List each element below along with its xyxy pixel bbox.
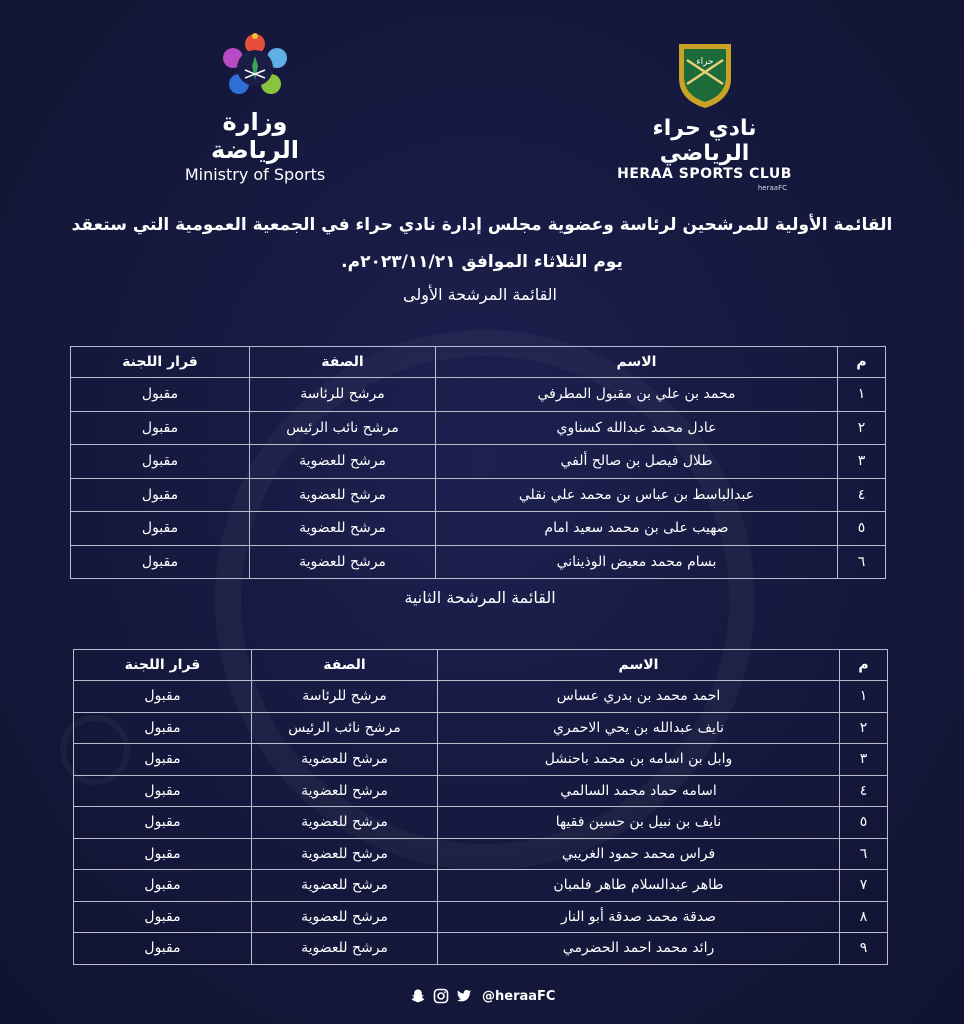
social-handle[interactable]: @heraaFC [482,988,556,1004]
cell-role: مرشح للعضوية [252,933,438,965]
cell-role: مرشح للعضوية [252,870,438,902]
cell-role: مرشح للعضوية [252,901,438,933]
cell-role: مرشح للعضوية [252,807,438,839]
cell-number: ٣ [840,744,888,776]
header-role: الصفة [250,347,436,378]
table-header-row [74,650,888,681]
header-name: الاسم [438,650,840,681]
ministry-name-arabic: وزارة الرياضة [211,108,299,164]
cell-name: بسام محمد معيض الوذيناني [436,545,838,579]
cell-role: مرشح للرئاسة [252,681,438,713]
cell-decision: مقبول [74,807,252,839]
cell-number: ٤ [838,478,886,512]
cell-role: مرشح للعضوية [250,478,436,512]
cell-name: فراس محمد حمود الغريبي [438,838,840,870]
cell-name: رائد محمد احمد الحضرمي [438,933,840,965]
cell-name: طاهر عبدالسلام طاهر فلمبان [438,870,840,902]
announcement-heading-line-1: القائمة الأولية للمرشحين لرئاسة وعضوية مجلس إدارة نادي حراء في الجمعية العمومية التي ستعقد [71,215,893,235]
club-handle: heraaFC [757,184,787,192]
cell-role: مرشح للعضوية [250,445,436,479]
club-name-arabic: نادي حراء الرياضي [652,116,757,166]
cell-decision: مقبول [74,712,252,744]
ministry-of-sports-logo [180,30,330,184]
table-header-row [71,347,886,378]
list-1-title: القائمة المرشحة الأولى [403,285,557,304]
cell-role: مرشح للعضوية [250,545,436,579]
table-row [74,744,888,776]
announcement-heading-line-2: يوم الثلاثاء الموافق ٢٠٢٣/١١/٢١م. [341,252,623,272]
cell-role: مرشح للعضوية [252,744,438,776]
cell-name: احمد محمد بن بدري عساس [438,681,840,713]
cell-name: عادل محمد عبدالله كسناوي [436,411,838,445]
table-row [71,512,886,546]
cell-number: ٨ [840,901,888,933]
header-number: م [840,650,888,681]
cell-role: مرشح نائب الرئيس [250,411,436,445]
table-row [74,712,888,744]
cell-number: ٤ [840,775,888,807]
cell-name: صهيب على بن محمد سعيد امام [436,512,838,546]
cell-name: محمد بن علي بن مقبول المطرفي [436,378,838,412]
cell-decision: مقبول [74,681,252,713]
header-number: م [838,347,886,378]
cell-decision: مقبول [74,901,252,933]
cell-decision: مقبول [74,870,252,902]
cell-role: مرشح للعضوية [252,838,438,870]
table-row [74,807,888,839]
cell-name: طلال فيصل بن صالح ألفي [436,445,838,479]
candidates-table-1 [70,346,886,579]
cell-name: عبدالباسط بن عباس بن محمد علي نقلي [436,478,838,512]
twitter-icon[interactable] [456,988,472,1004]
table-row [74,681,888,713]
table-row [74,933,888,965]
cell-number: ٩ [840,933,888,965]
header-name: الاسم [436,347,838,378]
cell-number: ١ [838,378,886,412]
header-decision: قرار اللجنة [74,650,252,681]
cell-name: وابل بن اسامه بن محمد باحنشل [438,744,840,776]
table-row [74,901,888,933]
table-row [71,445,886,479]
cell-number: ٢ [840,712,888,744]
cell-name: نايف عبدالله بن يحي الاحمري [438,712,840,744]
cell-number: ٥ [840,807,888,839]
cell-decision: مقبول [71,445,250,479]
list-2-title: القائمة المرشحة الثانية [404,588,556,607]
social-footer [410,986,555,1006]
cell-decision: مقبول [74,838,252,870]
cell-number: ٣ [838,445,886,479]
candidates-table-2 [73,649,888,965]
table-row [71,411,886,445]
cell-decision: مقبول [71,378,250,412]
table-row [71,378,886,412]
cell-role: مرشح نائب الرئيس [252,712,438,744]
cell-decision: مقبول [71,411,250,445]
club-shield-text: حراء [695,57,714,67]
cell-decision: مقبول [74,775,252,807]
table-row [74,838,888,870]
cell-number: ٧ [840,870,888,902]
cell-role: مرشح للعضوية [252,775,438,807]
club-shield-icon [673,40,737,110]
cell-number: ١ [840,681,888,713]
instagram-icon[interactable] [433,988,449,1004]
header-decision: قرار اللجنة [71,347,250,378]
cell-number: ٦ [838,545,886,579]
cell-number: ٢ [838,411,886,445]
table-row [74,870,888,902]
cell-decision: مقبول [71,478,250,512]
table-row [74,775,888,807]
cell-decision: مقبول [71,545,250,579]
header-role: الصفة [252,650,438,681]
cell-number: ٦ [840,838,888,870]
table-row [71,545,886,579]
club-name-english: HERAA SPORTS CLUB [617,166,792,182]
ministry-emblem-icon [217,30,293,106]
cell-number: ٥ [838,512,886,546]
cell-role: مرشح للرئاسة [250,378,436,412]
cell-name: اسامه حماد محمد السالمي [438,775,840,807]
cell-decision: مقبول [74,933,252,965]
cell-decision: مقبول [71,512,250,546]
cell-name: نايف بن نبيل بن حسين فقيها [438,807,840,839]
cell-decision: مقبول [74,744,252,776]
cell-role: مرشح للعضوية [250,512,436,546]
snapchat-icon[interactable] [410,988,426,1004]
cell-name: صدقة محمد صدقة أبو النار [438,901,840,933]
table-row [71,478,886,512]
ministry-name-english: Ministry of Sports [184,165,326,184]
heraa-club-logo [612,40,797,192]
